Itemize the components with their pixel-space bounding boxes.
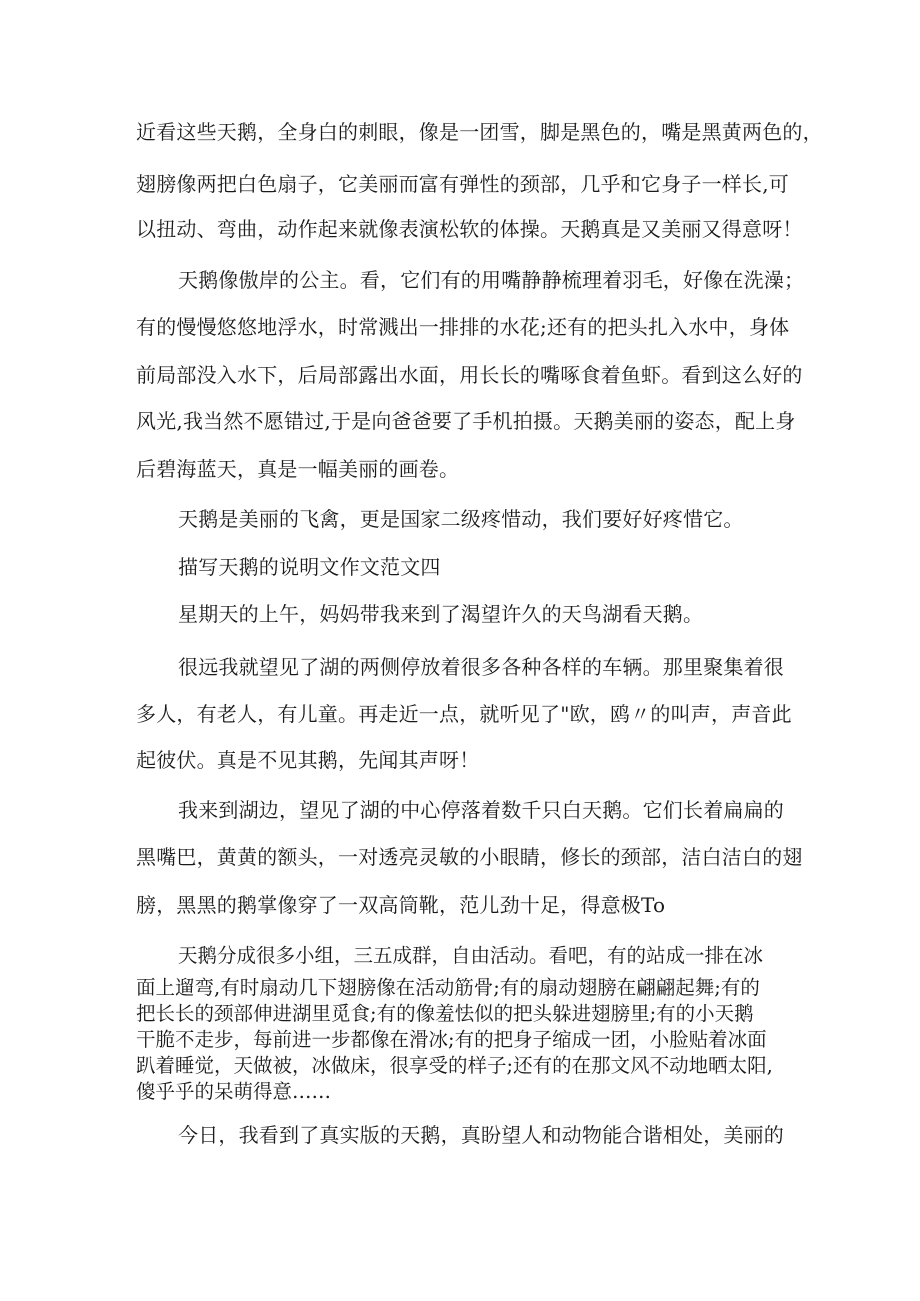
text-line: 面上遛弯,有时扇动几下翅膀像在活动筋骨;有的扇动翅膀在翩翩起舞;有的 [136,976,760,999]
text-line: 黑嘴巴，黄黄的额头，一对透亮灵敏的小眼睛，修长的颈部，洁白洁白的翅 [136,845,803,869]
text-line: 趴着睡觉，天做被，冰做床，很享受的样子;还有的在那文风不动地晒太阳, [136,1054,773,1077]
text-line: 很远我就望见了湖的两侧停放着很多各种各样的车辆。那里聚集着很 [178,655,784,679]
text-line: 我来到湖边，望见了湖的中心停落着数千只白天鹅。它们长着扁扁的 [178,798,784,822]
text-line: 天鹅像傲岸的公主。看，它们有的用嘴静静梳理着羽毛，好像在洗澡； [178,268,805,292]
text-line: 前局部没入水下，后局部露出水面，用长长的嘴啄食着鱼虾。看到这么好的 [136,363,803,387]
text-line: 天鹅分成很多小组，三五成群，自由活动。看吧，有的站成一排在冰 [178,944,764,967]
section-heading: 描写天鹅的说明文作文范文四 [178,555,441,579]
text-line: 近看这些天鹅，全身白的刺眼，像是一团雪，脚是黑色的，嘴是黑黄两色的， [136,120,823,144]
text-line: 星期天的上午，妈妈带我来到了渴望许久的天鸟湖看天鹅。 [178,602,704,626]
text-line: 有的慢慢悠悠地浮水，时常溅出一排排的水花;还有的把头扎入水中，身体 [136,315,790,339]
text-line: 多人，有老人，有儿童。再走近一点，就听见了"欧，鸥〃的叫声，声音此 [136,702,792,726]
text-line: 膀，黑黑的鹅掌像穿了一双高筒靴，范儿劲十足，得意极To [136,893,666,917]
text-line: 今日，我看到了真实版的天鹅，真盼望人和动物能合谐相处，美丽的 [178,1123,784,1147]
text-line: 干脆不走步，每前进一步都像在滑冰;有的把身子缩成一团，小脸贴着冰面 [136,1028,767,1051]
text-line: 起彼伏。真是不见其鹅，先闻其声呀！ [136,748,480,772]
text-line: 傻乎乎的呆萌得意…… [136,1080,332,1103]
text-line: 天鹅是美丽的飞禽，更是国家二级疼惜动，我们要好好疼惜它。 [178,507,744,531]
text-line: 以扭动、弯曲，动作起来就像表演松软的体操。天鹅真是又美丽又得意呀！ [136,217,803,241]
text-line: 后碧海蓝天，真是一幅美丽的画卷。 [136,457,460,481]
text-line: 风光,我当然不愿错过,于是向爸爸要了手机拍摄。天鹅美丽的姿态，配上身 [136,409,796,433]
text-line: 翅膀像两把白色扇子，它美丽而富有弹性的颈部，几乎和它身子一样长,可 [136,172,789,196]
text-line: 把长长的颈部伸进湖里觅食;有的像羞怯似的把头躲进翅膀里;有的小天鹅 [136,1002,754,1025]
